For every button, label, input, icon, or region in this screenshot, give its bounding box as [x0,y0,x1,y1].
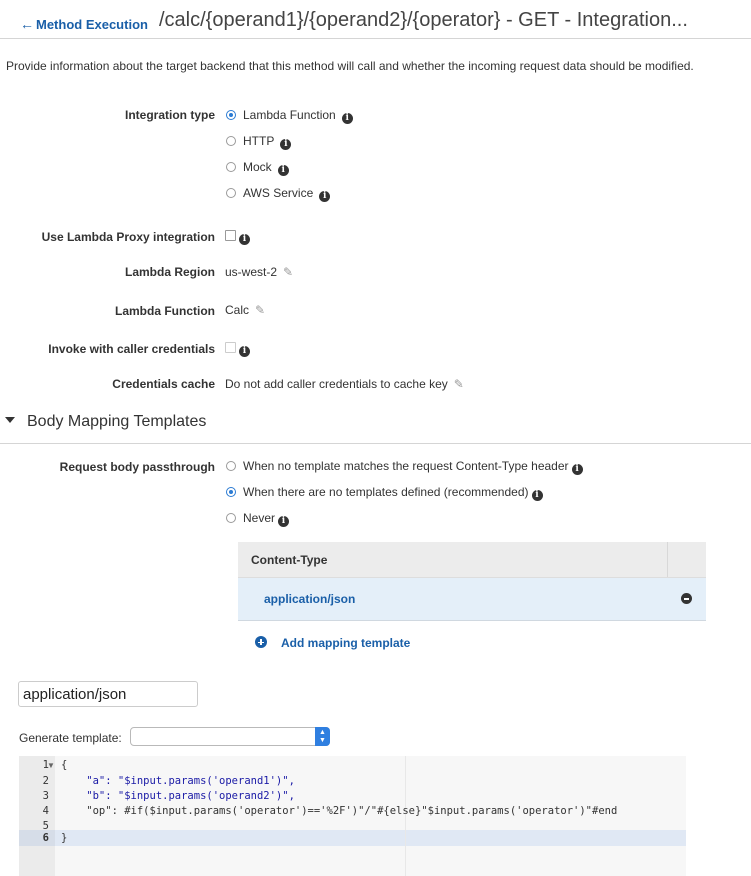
back-link-label: Method Execution [36,17,148,32]
option-passthrough-never[interactable] [243,511,289,527]
info-icon[interactable]: i [342,113,353,124]
content-type-table [238,542,706,663]
pencil-icon[interactable]: ✎ [453,377,464,391]
info-icon[interactable]: i [239,346,250,357]
radio-http[interactable] [226,136,236,146]
lambda-function-text: Calc [225,303,250,317]
remove-icon[interactable] [681,593,692,604]
option-label: AWS Service [243,186,314,200]
radio-passthrough-when-no-match[interactable] [226,461,236,471]
line-number: 2 [42,775,49,787]
info-icon[interactable]: i [280,139,291,150]
column-divider [667,542,668,577]
mapping-template-editor[interactable] [19,756,686,876]
lambda-function-label: Lambda Function [115,304,215,318]
page-title: /calc/{operand1}/{operand2}/{operator} - GET - Integration... [159,9,688,31]
option-lambda-function[interactable] [243,108,353,124]
section-divider [0,443,751,444]
invoke-caller-credentials-field [225,341,250,357]
generate-template-select[interactable] [130,727,330,746]
line-number: 3 [42,790,49,802]
info-icon[interactable]: i [572,464,583,475]
back-to-method-execution-link[interactable] [20,16,148,32]
credentials-cache-text: Do not add caller credentials to cache key [225,377,448,391]
active-line-highlight [55,830,686,846]
code-line: "op": #if($input.params('operator')=='%2F')"/"#{else}"$input.params('operator')"#end [61,805,618,817]
option-passthrough-when-no-templates[interactable] [243,485,543,501]
pencil-icon[interactable]: ✎ [283,265,294,279]
radio-lambda-function[interactable] [226,110,236,120]
radio-passthrough-never[interactable] [226,513,236,523]
option-label: Lambda Function [243,108,336,122]
lambda-region-value [225,265,293,279]
invoke-caller-credentials-label: Invoke with caller credentials [48,342,215,356]
lambda-region-text: us-west-2 [225,265,278,279]
line-number: 6 [42,832,49,844]
option-aws-service[interactable] [243,186,330,202]
option-mock[interactable] [243,160,289,176]
plus-icon [255,636,267,648]
option-passthrough-when-no-match[interactable] [243,459,583,475]
editor-gutter [19,756,55,876]
arrow-left-icon: ← [20,16,34,32]
add-mapping-template-label: Add mapping template [281,636,411,650]
radio-aws-service[interactable] [226,188,236,198]
content-type-header-label: Content-Type [251,553,328,567]
info-icon[interactable]: i [532,490,543,501]
lambda-proxy-label: Use Lambda Proxy integration [41,230,215,244]
lambda-proxy-checkbox[interactable] [225,230,236,241]
code-line: "a": "$input.params('operand1')", [61,775,295,787]
line-number: 1 [42,759,49,771]
option-label: Mock [243,160,272,174]
code-line: } [61,832,68,844]
select-arrows-icon: ▲ ▼ [315,727,330,746]
lambda-function-value [225,303,265,317]
integration-type-label: Integration type [124,108,215,122]
body-mapping-templates-toggle[interactable] [5,413,206,431]
active-line-gutter [19,830,55,846]
content-type-row[interactable] [238,578,706,621]
info-icon[interactable]: i [278,516,289,527]
add-mapping-template-button[interactable] [238,621,706,663]
info-icon[interactable]: i [319,191,330,202]
code-line: "b": "$input.params('operand2')", [61,790,295,802]
invoke-caller-credentials-checkbox[interactable] [225,342,236,353]
credentials-cache-value [225,377,464,391]
radio-mock[interactable] [226,162,236,172]
section-title: Body Mapping Templates [27,413,207,430]
pencil-icon[interactable]: ✎ [255,303,266,317]
line-number: 4 [42,805,49,817]
option-label: When no template matches the request Content-Type header [243,459,569,473]
page-description: Provide information about the target backend that this method will call and whether the incoming request data should be modified. [6,59,694,73]
content-type-name[interactable]: application/json [264,592,356,606]
caret-down-icon [5,417,15,423]
fold-arrow-icon[interactable]: ▼ [47,761,55,770]
info-icon[interactable]: i [278,165,289,176]
credentials-cache-label: Credentials cache [112,377,215,391]
header-divider [0,38,751,39]
option-label: When there are no templates defined (recommended) [243,485,529,499]
content-type-table-header [238,542,706,578]
request-body-passthrough-label: Request body passthrough [59,460,215,474]
info-icon[interactable]: i [239,234,250,245]
content-type-input[interactable] [18,681,198,707]
code-line: { [61,759,68,771]
line-number: 5 [42,820,49,832]
lambda-proxy-field [225,229,250,245]
lambda-region-label: Lambda Region [124,265,215,279]
radio-passthrough-when-no-templates[interactable] [226,487,236,497]
generate-template-label: Generate template: [19,731,122,745]
option-label: Never [243,511,276,525]
option-http[interactable] [243,134,291,150]
option-label: HTTP [243,134,275,148]
